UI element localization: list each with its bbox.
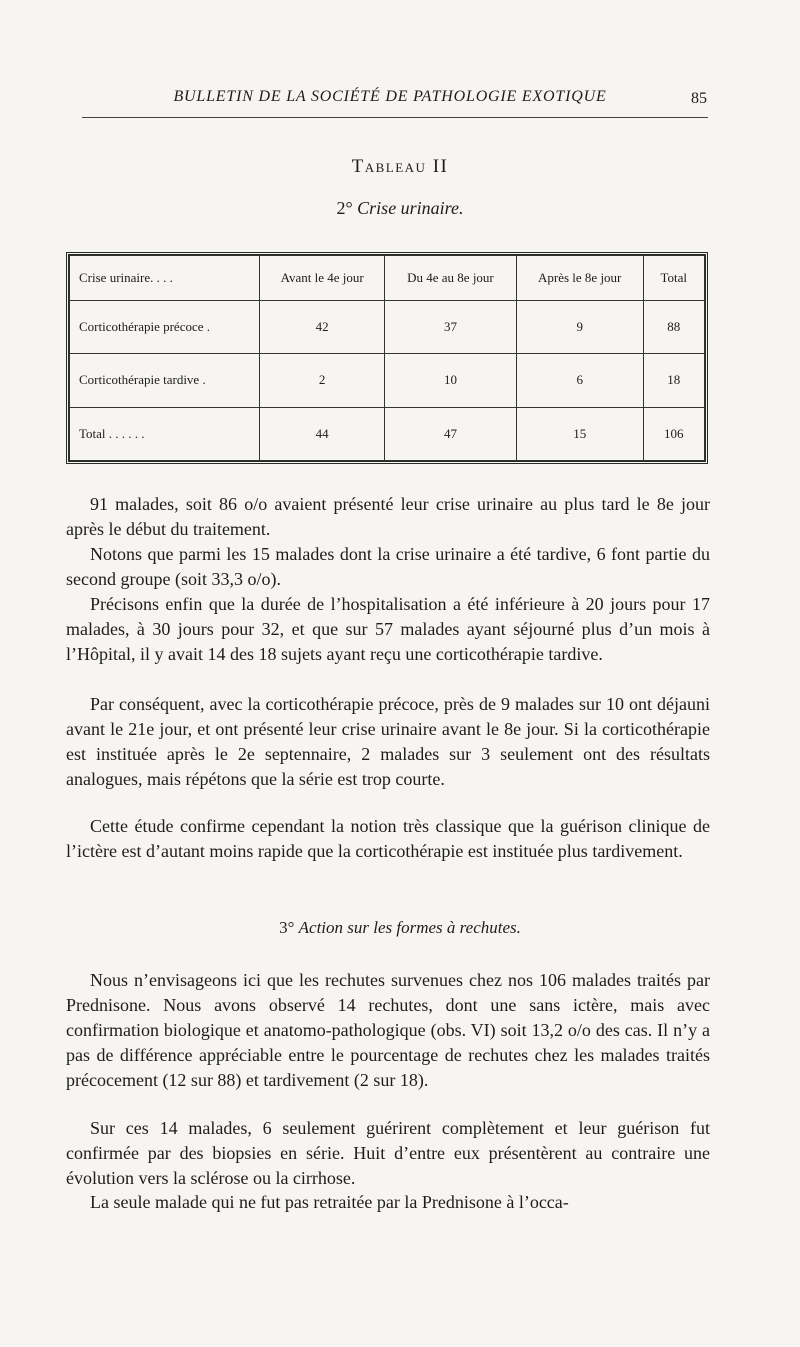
data-table — [66, 252, 708, 464]
paragraph: Notons que parmi les 15 malades dont la crise urinaire a été tardive, 6 font partie du second groupe (soit 33,3 o/o). — [66, 544, 710, 589]
running-head: BULLETIN DE LA SOCIÉTÉ DE PATHOLOGIE EXOTIQUE — [173, 88, 607, 105]
table-header-cell: Après le 8e jour — [516, 256, 643, 301]
table-cell: 10 — [385, 354, 517, 407]
table-subtitle-number: 2° — [336, 198, 353, 218]
paragraph: La seule malade qui ne fut pas retraitée par la Prednisone à l’occa- — [90, 1192, 569, 1212]
paragraph: Précisons enfin que la durée de l’hospitalisation a été inférieure à 20 jours pour 17 malades, à 30 jours pour 32, et que sur 57 malades ayant séjourné plus d’un mois à l’Hôpital, il y avait 14 des 18 sujets ayant reçu une corticothérapie tardive. — [66, 594, 710, 664]
paragraph: 91 malades, soit 86 o/o avaient présenté leur crise urinaire au plus tard le 8e jour après le début du traitement. — [66, 494, 710, 539]
table-subtitle — [0, 198, 800, 219]
paragraph: Sur ces 14 malades, 6 seulement guérirent complètement et leur guérison fut confirmée par des biopsies en série. Huit d’entre eux présentèrent au contraire une évolution vers la sclérose ou la cirrhose. — [66, 1118, 710, 1188]
table-header-cell: Du 4e au 8e jour — [385, 256, 517, 301]
table-header-cell: Crise urinaire. . . . — [70, 256, 260, 301]
table-title: Tableau II — [351, 156, 449, 177]
paragraph: Cette étude confirme cependant la notion très classique que la guérison clinique de l’ictère est d’autant moins rapide que la corticothérapie est instituée plus tardivement. — [66, 816, 710, 861]
table-subtitle-text: Crise urinaire. — [357, 198, 464, 218]
table-cell: 42 — [260, 301, 385, 354]
table-header-cell: Total — [643, 256, 705, 301]
table-cell: 2 — [260, 354, 385, 407]
header-rule — [82, 117, 708, 118]
paragraph: Par conséquent, avec la corticothérapie précoce, près de 9 malades sur 10 ont déjauni avant le 21e jour, et ont présenté leur crise urinaire avant le 8e jour. Si la corticothérapie est instituée après le 2e septennaire, 2 malades sur 3 seulement ont des résultats analogues, mais répétons que la série est trop courte. — [66, 694, 710, 789]
table-row — [70, 301, 705, 354]
section-heading — [0, 918, 800, 938]
table-cell: 9 — [516, 301, 643, 354]
table-cell: 106 — [643, 407, 705, 460]
page-number: 85 — [691, 90, 707, 107]
table-cell: 47 — [385, 407, 517, 460]
paragraph: Nous n’envisageons ici que les rechutes survenues chez nos 106 malades traités par Prednisone. Nous avons observé 14 rechutes, dont une sans ictère, mais avec confirmation biologique et anatomo-pathologique (obs. VI) soit 13,2 o/o des cas. Il n’y a pas de différence appréciable entre le pourcentage de rechutes chez les malades traités précocement (12 sur 88) et tardivement (2 sur 18). — [66, 970, 710, 1090]
table-total-row — [70, 407, 705, 460]
table-cell: 15 — [516, 407, 643, 460]
section-title: Action sur les formes à rechutes. — [298, 918, 521, 937]
section-number: 3° — [279, 918, 295, 937]
table-row-label: Corticothérapie précoce . — [70, 301, 260, 354]
table-cell: 37 — [385, 301, 517, 354]
table-row-label: Corticothérapie tardive . — [70, 354, 260, 407]
table-cell: 6 — [516, 354, 643, 407]
table-cell: 88 — [643, 301, 705, 354]
table-row-label: Total . . . . . . — [70, 407, 260, 460]
table-cell: 18 — [643, 354, 705, 407]
table-header-row — [70, 256, 705, 301]
table-row — [70, 354, 705, 407]
table-cell: 44 — [260, 407, 385, 460]
table-header-cell: Avant le 4e jour — [260, 256, 385, 301]
